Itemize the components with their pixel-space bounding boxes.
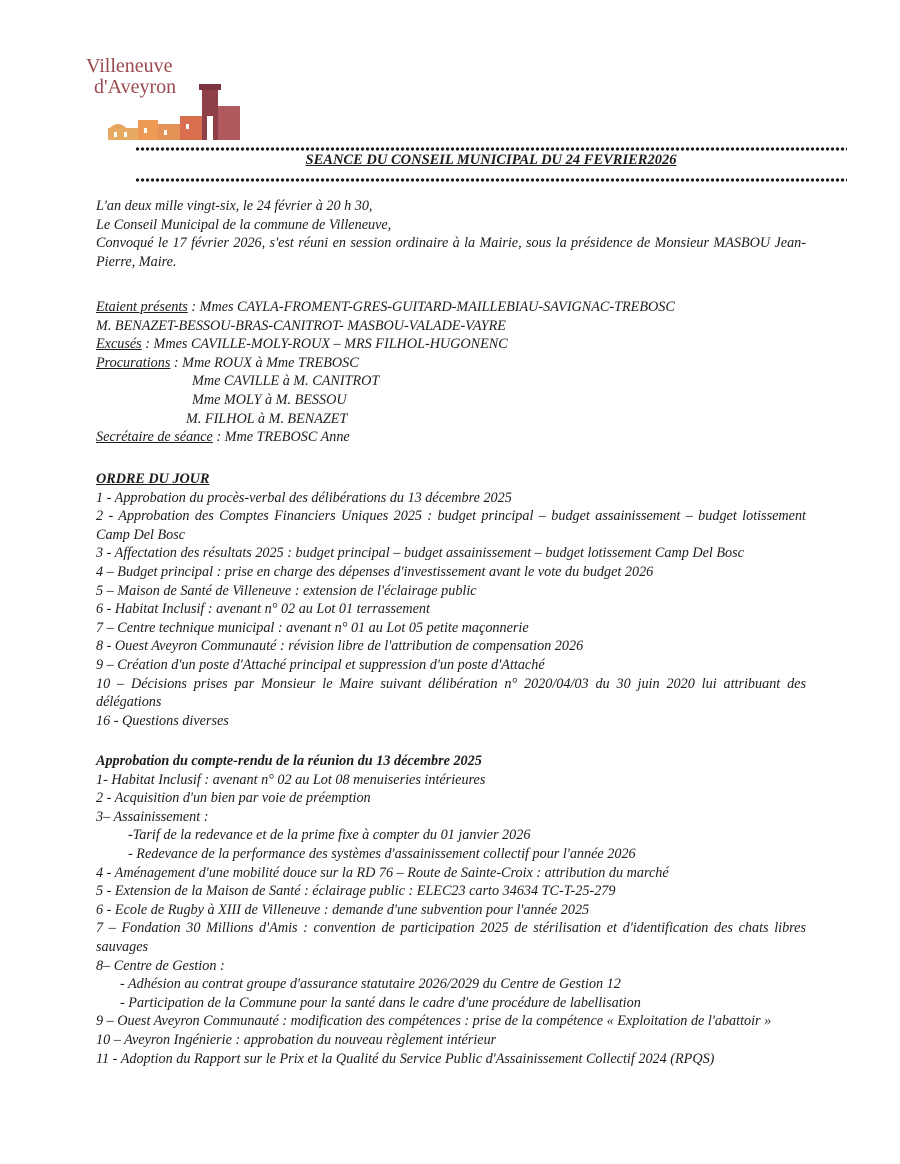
attendance-section: [96, 298, 806, 447]
agenda-item: 16 - Questions diverses: [96, 712, 229, 729]
minutes-item: 3– Assainissement :: [96, 808, 209, 825]
minutes-item: 1- Habitat Inclusif : avenant n° 02 au Lot 08 menuiseries intérieures: [96, 771, 486, 788]
excused-line: [96, 335, 806, 354]
minutes-item: 11 - Adoption du Rapport sur le Prix et la Qualité du Service Public d'Assainissement Collectif 2024 (RPQS): [96, 1050, 715, 1067]
agenda-item: 5 – Maison de Santé de Villeneuve : extension de l'éclairage public: [96, 582, 477, 599]
proxies-label: Procurations: [96, 354, 171, 371]
minutes-item: 8– Centre de Gestion :: [96, 957, 225, 974]
village-skyline-graphic: [106, 80, 246, 140]
agenda-item: 1 - Approbation du procès-verbal des délibérations du 13 décembre 2025: [96, 489, 512, 506]
intro-line-1: L'an deux mille vingt-six, le 24 février à 20 h 30,: [96, 198, 373, 214]
agenda-item: 9 – Création d'un poste d'Attaché principal et suppression d'un poste d'Attaché: [96, 656, 545, 673]
proxy-line-2: Mme CAVILLE à M. CANITROT: [192, 373, 380, 390]
agenda-heading: ORDRE DU JOUR: [96, 471, 210, 487]
minutes-item: 5 - Extension de la Maison de Santé : éclairage public : ELEC23 carto 34634 TC-T-25-279: [96, 883, 616, 900]
minutes-item: 10 – Aveyron Ingénierie : approbation du nouveau règlement intérieur: [96, 1031, 497, 1048]
intro-paragraph: [96, 197, 806, 271]
agenda-item: 3 - Affectation des résultats 2025 : budget principal – budget assainissement – budget lotissement Camp Del Bosc: [96, 545, 744, 562]
present-line-2: M. BENAZET-BESSOU-BRAS-CANITROT- MASBOU-VALADE-VAYRE: [96, 317, 506, 334]
minutes-subitem: - Redevance de la performance des systèmes d'assainissement collectif pour l'année 2026: [128, 845, 636, 862]
agenda-item: 7 – Centre technique municipal : avenant n° 01 au Lot 05 petite maçonnerie: [96, 619, 529, 636]
minutes-item: 4 - Aménagement d'une mobilité douce sur la RD 76 – Route de Sainte-Croix : attribution du marché: [96, 864, 669, 881]
agenda-item: 4 – Budget principal : prise en charge des dépenses d'investissement avant le vote du budget 2026: [96, 563, 654, 580]
agenda-section: [96, 470, 806, 730]
logo-line-2: d'Aveyron: [94, 76, 177, 98]
secretary-line: [96, 428, 806, 447]
secretary-label: Secrétaire de séance: [96, 429, 213, 446]
excused-label: Excusés: [96, 336, 142, 353]
minutes-item: 2 - Acquisition d'un bien par voie de préemption: [96, 790, 371, 807]
minutes-heading: Approbation du compte-rendu de la réunion du 13 décembre 2025: [96, 753, 482, 769]
proxy-1: : Mme ROUX à Mme TREBOSC: [170, 354, 359, 371]
proxy-line-3: Mme MOLY à M. BESSOU: [192, 391, 347, 408]
secretary-name: : Mme TREBOSC Anne: [212, 429, 350, 446]
minutes-section: [96, 752, 806, 1068]
minutes-item: 9 – Ouest Aveyron Communauté : modification des compétences : prise de la compétence « Exploitation de l'abattoir »: [96, 1013, 772, 1030]
logo-line-1: Villeneuve: [86, 55, 173, 77]
minutes-subitem: -Tarif de la redevance et de la prime fixe à compter du 01 janvier 2026: [128, 827, 531, 844]
agenda-item: 8 - Ouest Aveyron Communauté : révision libre de l'attribution de compensation 2026: [96, 638, 584, 655]
agenda-item: 6 - Habitat Inclusif : avenant n° 02 au Lot 01 terrassement: [96, 601, 430, 618]
minutes-subitem: - Participation de la Commune pour la santé dans le cadre d'une procédure de labellisation: [120, 994, 641, 1011]
municipal-logo: [86, 56, 246, 140]
present-line-1: [96, 298, 806, 317]
present-names-1: : Mmes CAYLA-FROMENT-GRES-GUITARD-MAILLEBIAU-SAVIGNAC-TREBOSC: [187, 299, 675, 315]
excused-names: : Mmes CAVILLE-MOLY-ROUX – MRS FILHOL-HUGONENC: [141, 336, 508, 353]
agenda-item: 10 – Décisions prises par Monsieur le Maire suivant délibération n° 2020/04/03 du 30 juin 2020 lui attribuant des délégations: [96, 675, 806, 711]
intro-line-3: Convoqué le 17 février 2026, s'est réuni en session ordinaire à la Mairie, sous la présidence de Monsieur MASBOU Jean-Pierre, Maire.: [96, 235, 806, 270]
dotted-rule-bottom: [135, 177, 847, 183]
minutes-item: 6 - Ecole de Rugby à XIII de Villeneuve : demande d'une subvention pour l'année 2025: [96, 901, 590, 918]
minutes-subitem: - Adhésion au contrat groupe d'assurance statutaire 2026/2029 du Centre de Gestion 12: [120, 976, 621, 993]
present-label: Etaient présents: [96, 299, 188, 315]
page-title: SEANCE DU CONSEIL MUNICIPAL DU 24 FEVRIER2026: [305, 152, 677, 168]
proxy-line-4: M. FILHOL à M. BENAZET: [186, 410, 348, 427]
proxy-line-1: [96, 354, 806, 373]
agenda-item: 2 - Approbation des Comptes Financiers Uniques 2025 : budget principal – budget assainissement – budget lotissement Camp Del Bosc: [96, 508, 806, 543]
minutes-item: 7 – Fondation 30 Millions d'Amis : convention de participation 2025 de stérilisation et d'identification des chats libres sauvages: [96, 920, 806, 955]
intro-line-2: Le Conseil Municipal de la commune de Villeneuve,: [96, 216, 392, 233]
